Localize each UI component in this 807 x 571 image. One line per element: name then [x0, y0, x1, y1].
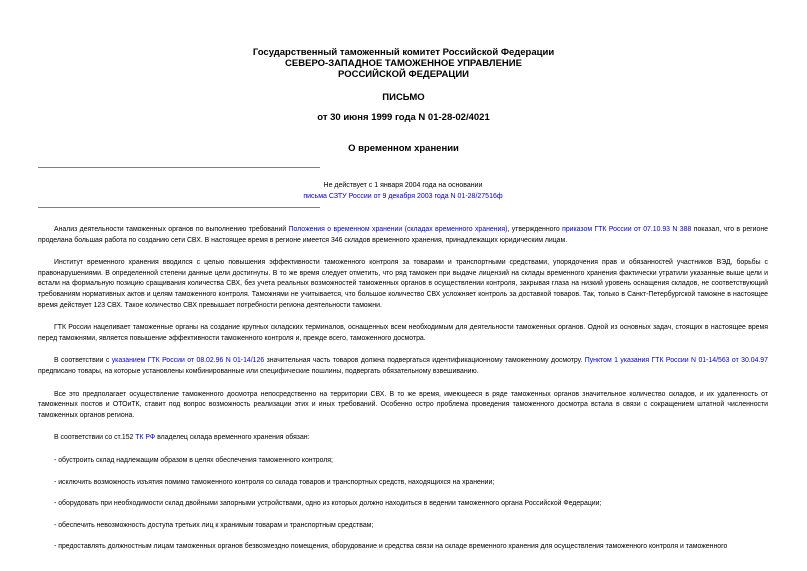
list-item: - оборудовать при необходимости склад двойными запорными устройствами, одно из которых должно находиться в ведении таможенного органа Российской Федерации; — [54, 500, 602, 508]
instruction-link[interactable]: указанием ГТК России от 08.02.96 N 01-14/126 — [111, 357, 265, 365]
document-body — [38, 225, 768, 564]
list-item: - обеспечить невозможность доступа третьих лиц к хранимым товарам и транспортным средствам; — [54, 521, 374, 529]
country-line: РОССИЙСКОЙ ФЕДЕРАЦИИ — [337, 69, 469, 80]
paragraph-4: В соответствии с указанием ГТК России от 08.02.96 N 01-14/126 значительная часть товаров должна подвергаться идентификационному таможенному досмотру. Пунктом 1 указания ГТК России N 01-14/563 от 30.04.97 предписано товары, на которые установлены комбинированные или специфические пошлины, подвергать обязательному взвешиванию. — [38, 357, 768, 375]
list-item: - предоставлять должностным лицам таможенных органов безвозмездно помещения, оборудование и средства связи на складе временного хранения для осуществления таможенного контроля и таможенного — [54, 543, 728, 551]
document-subject: О временном хранении — [348, 143, 459, 154]
document-type: ПИСЬМО — [382, 92, 425, 103]
instruction-point-link[interactable]: Пунктом 1 указания ГТК России N 01-14/563 от 30.04.97 — [584, 357, 768, 365]
status-text: Не действует с 1 января 2004 года на основании — [323, 182, 483, 189]
divider-bottom — [38, 207, 320, 208]
list-item: - обустроить склад надлежащим образом в целях обеспечения таможенного контроля; — [54, 456, 333, 464]
document-header — [0, 47, 807, 80]
status-link[interactable]: письма СЗТУ России от 9 декабря 2003 года N 01-28/27516ф — [303, 193, 503, 200]
paragraph-6: В соответствии со ст.152 ТК РФ владелец склада временного хранения обязан: — [54, 434, 310, 442]
list-item: - исключить возможность изъятия помимо таможенного контроля со склада товаров и транспортных средств, находящихся на хранении; — [54, 478, 495, 486]
status-note — [38, 180, 768, 202]
department-line: СЕВЕРО-ЗАПАДНОЕ ТАМОЖЕННОЕ УПРАВЛЕНИЕ — [285, 58, 522, 69]
customs-code-link[interactable]: ТК РФ — [135, 434, 156, 442]
paragraph-3: ГТК России нацеливает таможенные органы на создание крупных складских терминалов, оснащенных всем необходимым для деятельности таможенных органов. Одной из основных задач, стоящих в настоящее время перед таможнями, является повышение эффективности таможенного контроля и, прежде всего, таможенного досмотра. — [38, 324, 768, 342]
paragraph-1: Анализ деятельности таможенных органов по выполнению требований Положения о временном хранении (складах временного хранения), утвержденного приказом ГТК России от 07.10.93 N 388 показал, что в регионе проделана большая работа по созданию сети СВХ. В настоящее время в регионе имеется 346 складов временного хранения, принадлежащих юридическим лицам. — [38, 226, 768, 244]
paragraph-5: Все это предполагает осуществление таможенного досмотра непосредственно на территории СВХ. В то же время, имеющееся в ряде таможенных органов значительное количество складов, и их удаленность от таможенных постов и ОТОиТК, ставит под вопрос возможность реализации этих и иных требований. Особенно остро проблема проведения таможенного досмотра встала в связи с сокращением штатной численности таможенных органов региона. — [38, 390, 768, 419]
issuer-line: Государственный таможенный комитет Российской Федерации — [252, 47, 555, 58]
regulation-link[interactable]: Положения о временном хранении (складах временного хранения) — [288, 226, 508, 233]
divider-top — [38, 167, 320, 168]
document-date-number: от 30 июня 1999 года N 01-28-02/4021 — [317, 112, 490, 123]
paragraph-2: Институт временного хранения вводился с целью повышения эффективности таможенного контроля за товарами и транспортными средствами, упорядочения прав и обязанностей участников ВЭД, борьбы с правонарушениями. В определенной степени данные цели достигнуты. В то же время следует отметить, что ряд таможен при выдаче лицензий на склады временного хранения фактически утратили указанные выше цели и встали на формальную позицию сращивания количества СВХ, без учета реальных возможностей таможенных органов в осуществлении контроля, закрывая глаза на низкий уровень оснащения складов, не соответствующий требованиям нормативных актов и целям таможенного контроля. Таможнями не учитывается, что большое количество СВХ усложняет контроль за доставкой товаров. Так, только в Санкт-Петербургской таможне в настоящее время действует 123 СВХ. Такое количество СВХ превышает потребности региона деятельности таможни. — [38, 259, 768, 309]
order-link[interactable]: приказом ГТК России от 07.10.93 N 388 — [562, 226, 692, 233]
